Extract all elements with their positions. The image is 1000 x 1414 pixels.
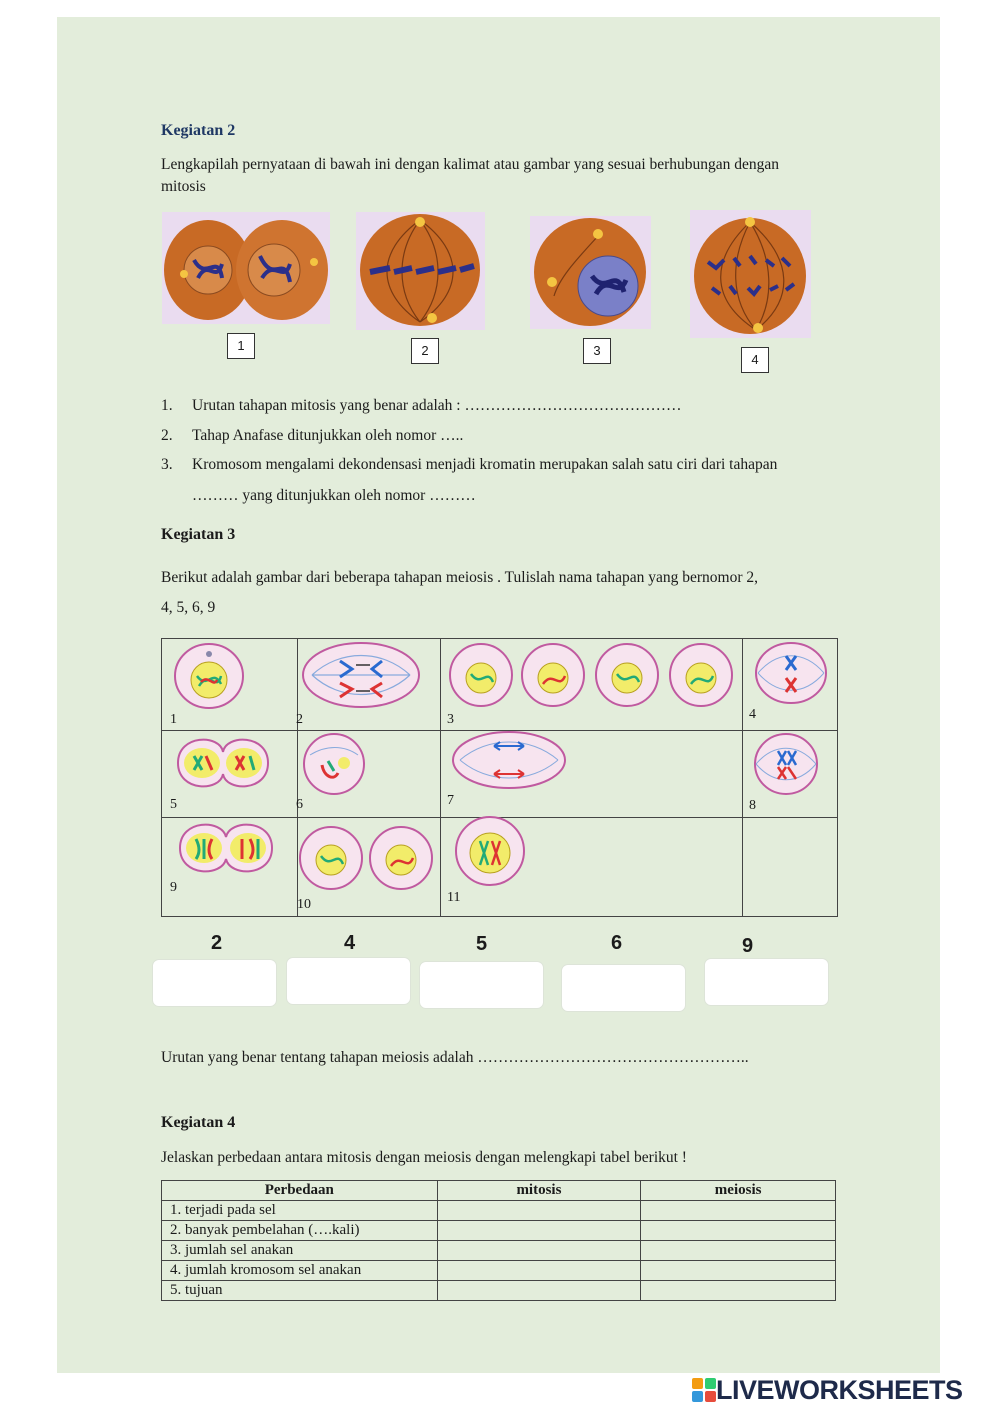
- meiosis-image-2: [300, 639, 422, 711]
- kegiatan-3-instruction-line2: 4, 5, 6, 9: [161, 599, 216, 616]
- table-row: [162, 1201, 836, 1221]
- answer-number-2: 2: [211, 932, 223, 954]
- answer-input-4[interactable]: [286, 957, 411, 1005]
- meiosis-image-10: [297, 820, 437, 892]
- table-row: [162, 1241, 836, 1261]
- header-mitosis: mitosis: [437, 1181, 641, 1201]
- mitosis-answer-cell[interactable]: [437, 1201, 641, 1221]
- row-label: 3. jumlah sel anakan: [162, 1241, 438, 1261]
- k2-question-3-continued: ……… yang ditunjukkan oleh nomor ………: [192, 487, 476, 504]
- k2-question-1: Urutan tahapan mitosis yang benar adalah : ……………………………………: [192, 397, 682, 414]
- mitosis-label-2: 2: [411, 338, 439, 364]
- meiosis-answer-cell[interactable]: [641, 1261, 836, 1281]
- meiosis-label-11: 11: [447, 890, 461, 905]
- mitosis-answer-cell[interactable]: [437, 1221, 641, 1241]
- mitosis-image-2: [356, 212, 485, 330]
- meiosis-image-6: [300, 731, 368, 797]
- k2-question-1-number: 1.: [161, 397, 173, 414]
- meiosis-image-1: [167, 640, 247, 712]
- answer-number-9: 9: [742, 935, 754, 957]
- kegiatan-4-title: Kegiatan 4: [161, 1114, 236, 1131]
- comparison-table: [161, 1180, 836, 1301]
- row-label: 1. terjadi pada sel: [162, 1201, 438, 1221]
- row-label: 4. jumlah kromosom sel anakan: [162, 1261, 438, 1281]
- mitosis-image-3: [530, 216, 651, 329]
- meiosis-sequence-question: Urutan yang benar tentang tahapan meiosis adalah ……………………………………………..: [161, 1049, 749, 1066]
- mitosis-label-3: 3: [583, 338, 611, 364]
- mitosis-answer-cell[interactable]: [437, 1241, 641, 1261]
- table-row: [162, 1281, 836, 1301]
- row-label: 2. banyak pembelahan (….kali): [162, 1221, 438, 1241]
- table-row: [162, 1261, 836, 1281]
- mitosis-image-1: [162, 212, 330, 324]
- meiosis-image-3: [447, 640, 735, 710]
- k2-question-2-number: 2.: [161, 427, 173, 444]
- meiosis-label-7: 7: [447, 793, 454, 808]
- meiosis-answer-cell[interactable]: [641, 1241, 836, 1261]
- answer-number-6: 6: [611, 932, 623, 954]
- meiosis-image-11: [452, 815, 528, 887]
- kegiatan-3-instruction-line1: Berikut adalah gambar dari beberapa tahapan meiosis . Tulislah nama tahapan yang bernomor 2,: [161, 569, 758, 586]
- meiosis-label-5: 5: [170, 797, 177, 812]
- answer-input-5[interactable]: [419, 961, 544, 1009]
- meiosis-label-4: 4: [749, 707, 756, 722]
- mitosis-label-1: 1: [227, 333, 255, 359]
- meiosis-answer-cell[interactable]: [641, 1221, 836, 1241]
- meiosis-answer-cell[interactable]: [641, 1201, 836, 1221]
- meiosis-label-9: 9: [170, 880, 177, 895]
- kegiatan-2-title: Kegiatan 2: [161, 122, 236, 139]
- liveworksheets-logo-text: LIVEWORKSHEETS: [716, 1374, 963, 1405]
- meiosis-label-10: 10: [297, 897, 311, 912]
- meiosis-image-5: [170, 730, 276, 796]
- answer-input-9[interactable]: [704, 958, 829, 1006]
- mitosis-answer-cell[interactable]: [437, 1261, 641, 1281]
- answer-input-2[interactable]: [152, 959, 277, 1007]
- table-header-row: [162, 1181, 836, 1201]
- meiosis-label-2: 2: [296, 712, 303, 727]
- mitosis-label-4: 4: [741, 347, 769, 373]
- header-meiosis: meiosis: [641, 1181, 836, 1201]
- meiosis-image-8: [752, 731, 820, 797]
- liveworksheets-logo: [692, 1375, 963, 1405]
- k2-question-2: Tahap Anafase ditunjukkan oleh nomor …..: [192, 427, 464, 444]
- meiosis-label-8: 8: [749, 798, 756, 813]
- k2-question-3-number: 3.: [161, 456, 173, 473]
- row-label: 5. tujuan: [162, 1281, 438, 1301]
- header-perbedaan: Perbedaan: [162, 1181, 438, 1201]
- meiosis-image-7: [450, 730, 568, 790]
- mitosis-answer-cell[interactable]: [437, 1281, 641, 1301]
- kegiatan-3-title: Kegiatan 3: [161, 526, 236, 543]
- table-row: [162, 1221, 836, 1241]
- meiosis-label-1: 1: [170, 712, 177, 727]
- meiosis-answer-cell[interactable]: [641, 1281, 836, 1301]
- kegiatan-2-instruction: Lengkapilah pernyataan di bawah ini dengan kalimat atau gambar yang sesuai berhubungan dengan mitosis: [161, 156, 780, 195]
- meiosis-label-6: 6: [296, 797, 303, 812]
- meiosis-image-4: [752, 640, 830, 706]
- answer-input-6[interactable]: [561, 964, 686, 1012]
- liveworksheets-logo-icon: [692, 1378, 716, 1402]
- answer-number-5: 5: [476, 933, 488, 955]
- k2-question-3: Kromosom mengalami dekondensasi menjadi kromatin merupakan salah satu ciri dari tahapan: [192, 456, 778, 473]
- mitosis-image-4: [690, 210, 811, 338]
- meiosis-image-9: [172, 815, 280, 881]
- meiosis-label-3: 3: [447, 712, 454, 727]
- kegiatan-4-instruction: Jelaskan perbedaan antara mitosis dengan meiosis dengan melengkapi tabel berikut !: [161, 1149, 687, 1166]
- answer-number-4: 4: [344, 932, 356, 954]
